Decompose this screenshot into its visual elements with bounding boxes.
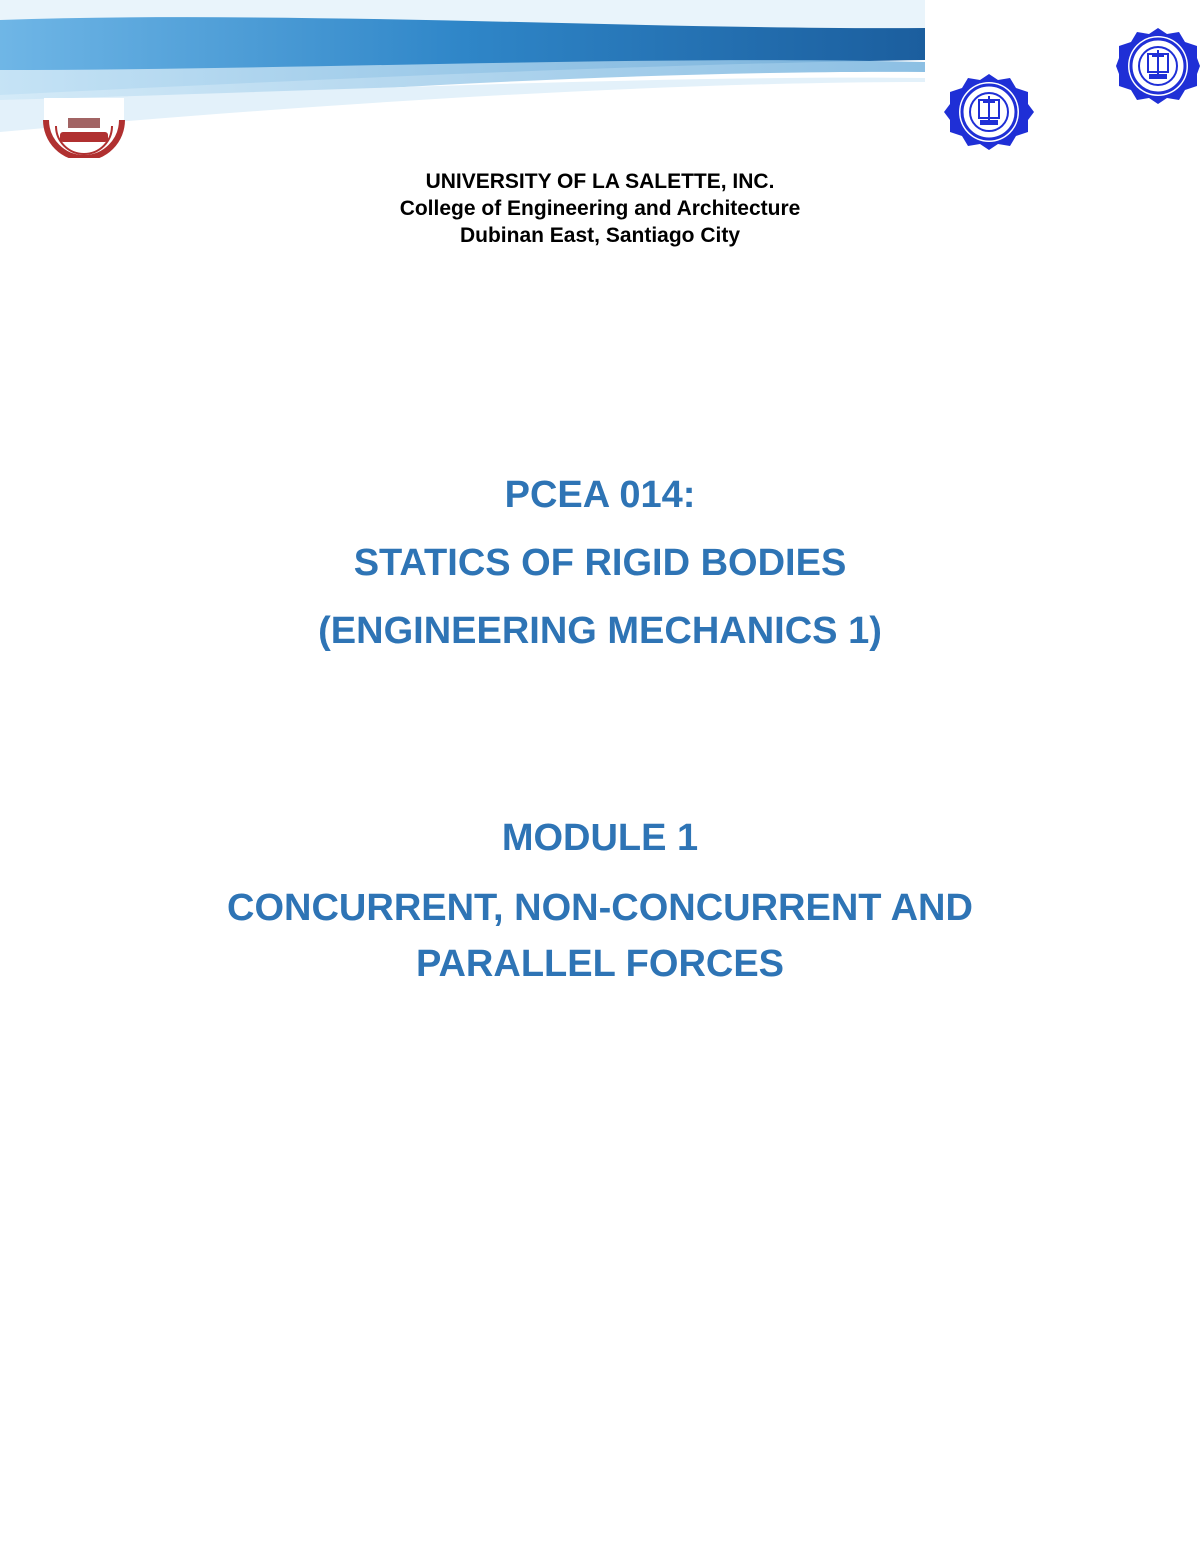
- course-code: PCEA 014:: [504, 474, 696, 516]
- middle-university-seal-icon: [942, 72, 1036, 152]
- course-subtitle: (ENGINEERING MECHANICS 1): [318, 610, 882, 652]
- left-university-seal-icon: [40, 98, 128, 158]
- right-university-seal-icon: [1116, 26, 1200, 106]
- module-topic-line-1: CONCURRENT, NON-CONCURRENT AND: [227, 887, 973, 929]
- module-topic: [150, 880, 1050, 992]
- course-title: STATICS OF RIGID BODIES: [353, 542, 847, 584]
- course-title-block: [0, 470, 1200, 674]
- module-block: [0, 810, 1200, 992]
- module-topic-line-2: PARALLEL FORCES: [415, 943, 785, 985]
- university-name: UNIVERSITY OF LA SALETTE, INC.: [425, 170, 775, 193]
- module-label: MODULE 1: [501, 817, 699, 859]
- university-header: [0, 168, 1200, 249]
- header-wave-banner: [0, 0, 925, 140]
- college-name: College of Engineering and Architecture: [399, 197, 801, 220]
- university-address: Dubinan East, Santiago City: [459, 224, 741, 247]
